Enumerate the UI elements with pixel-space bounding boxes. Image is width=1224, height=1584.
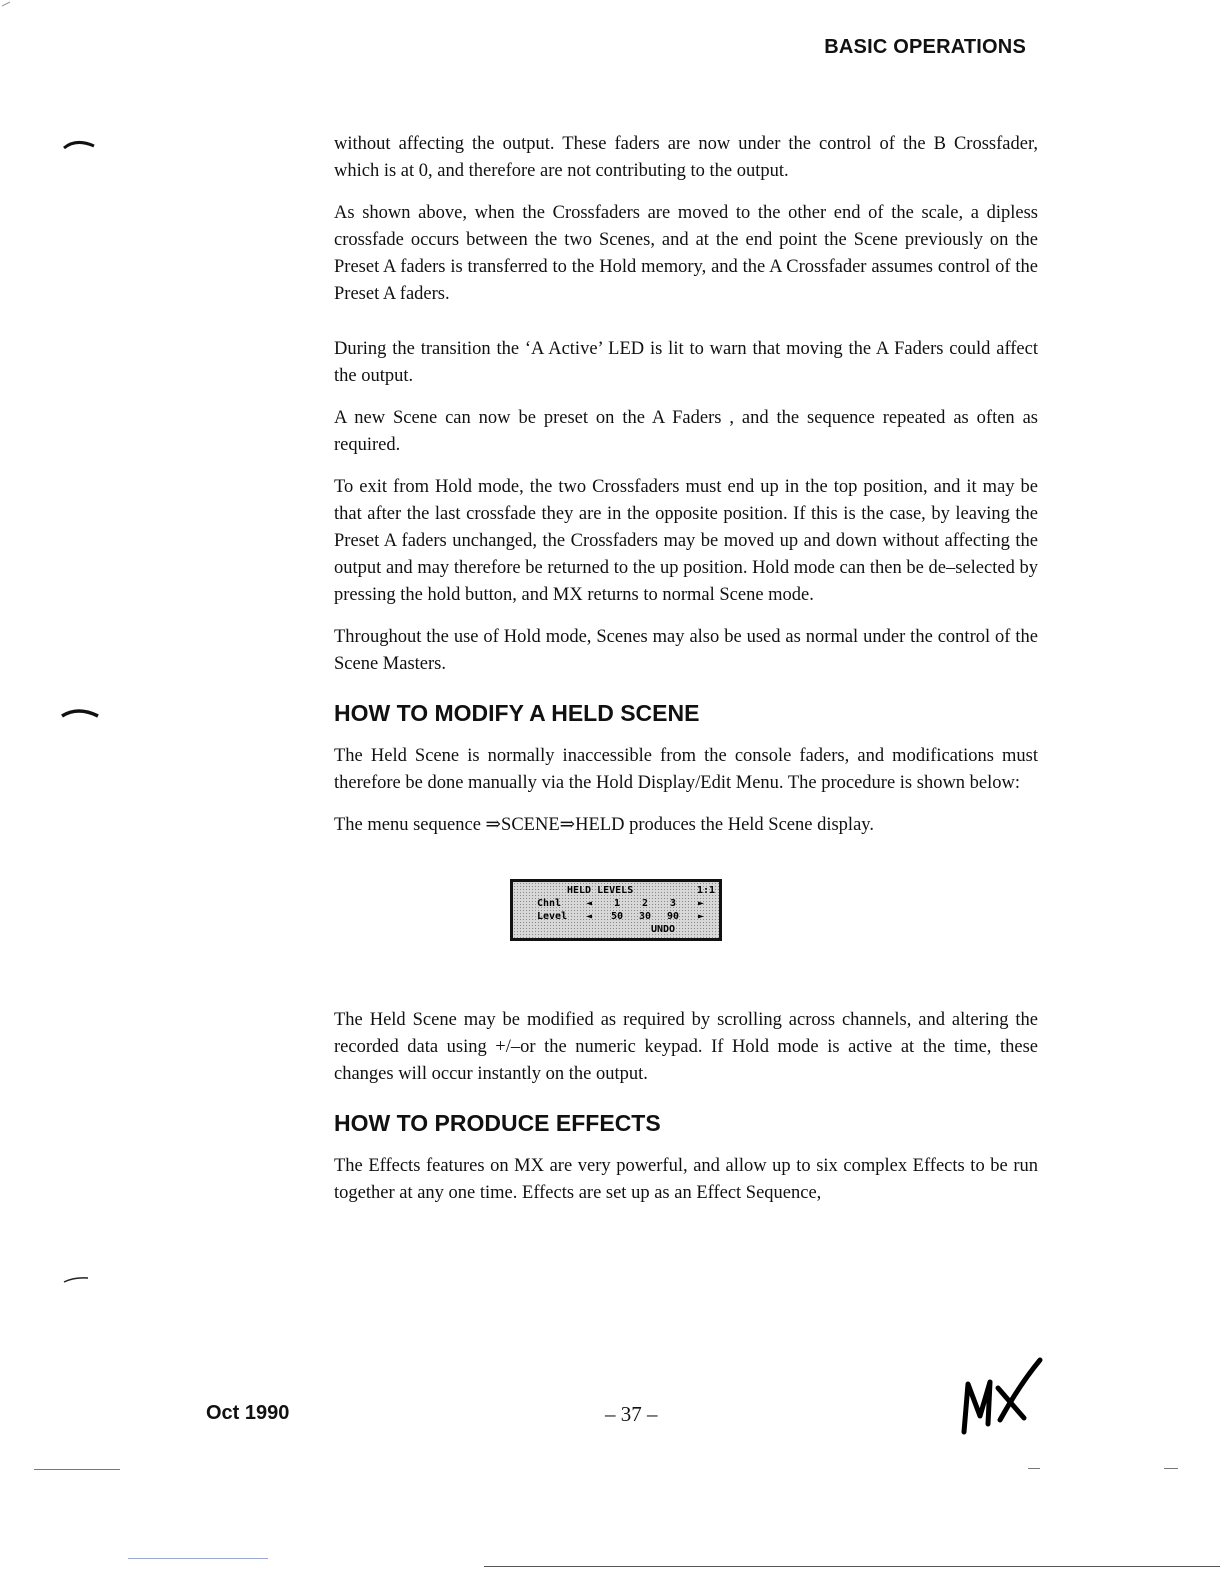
lcd-title-row: [517, 884, 715, 897]
scan-artifact-line: [128, 1558, 268, 1559]
section-heading-effects: HOW TO PRODUCE EFFECTS: [334, 1110, 661, 1136]
lcd-channel-row: [517, 897, 715, 910]
lcd-level-label: Level: [537, 911, 568, 922]
mx-logo: [954, 1354, 1046, 1438]
held-levels-display: [510, 879, 722, 941]
lcd-level: 90: [666, 911, 680, 922]
margin-mark-middle: [60, 706, 100, 720]
margin-mark-bottom: [62, 1274, 96, 1284]
lcd-level: 50: [610, 911, 624, 922]
paragraph: To exit from Hold mode, the two Crossfaders must end up in the top position, and it may be that after the last crossfade they are in the opposite position. If this is the case, by leaving the Preset A faders unchanged, the Crossfaders may be moved up and down without affecting the output and may therefore be returned to the up position. Hold mode can then be de–selected by pressing the hold button, and MX returns to normal Scene mode.: [334, 477, 1038, 605]
scan-artifact-line: [1164, 1468, 1178, 1469]
paragraph: The menu sequence ⇒SCENE⇒HELD produces the Held Scene display.: [334, 815, 874, 835]
lcd-level-row: [517, 910, 715, 923]
paragraph: The Held Scene may be modified as required by scrolling across channels, and altering the recorded data using +/–or the numeric keypad. If Hold mode is active at the time, these changes will occur instantly on the output.: [334, 1010, 1038, 1084]
arrow-left-icon: ◄: [585, 911, 593, 922]
paragraph: without affecting the output. These faders are now under the control of the B Crossfader, which is at 0, and therefore are not contributing to the output.: [334, 134, 1038, 181]
arrow-right-icon: ►: [697, 911, 705, 922]
lcd-title: HELD LEVELS: [567, 885, 634, 896]
paragraph: The Held Scene is normally inaccessible from the console faders, and modifications must therefore be done manually via the Hold Display/Edit Menu. The procedure is shown below:: [334, 746, 1038, 793]
lcd-channel: 2: [641, 898, 649, 909]
lcd-undo-softkey: UNDO: [651, 924, 676, 935]
scan-artifact-line: [34, 1469, 120, 1470]
paragraph: Throughout the use of Hold mode, Scenes may also be used as normal under the control of the Scene Masters.: [334, 627, 1038, 674]
paragraph: During the transition the ‘A Active’ LED is lit to warn that moving the A Faders could affect the output.: [334, 339, 1038, 386]
paragraph: As shown above, when the Crossfaders are moved to the other end of the scale, a dipless crossfade occurs between the two Scenes, and at the end point the Scene previously on the Preset A faders is transferred to the Hold memory, and the A Crossfader assumes control of the Preset A faders.: [334, 203, 1038, 304]
arrow-right-icon: ►: [697, 898, 705, 909]
paragraph: A new Scene can now be preset on the A Faders , and the sequence repeated as often as required.: [334, 408, 1038, 455]
margin-mark-top: [62, 138, 96, 152]
main-content: [334, 131, 1038, 1222]
paragraph: The Effects features on MX are very powerful, and allow up to six complex Effects to be run together at any one time. Effects are set up as an Effect Sequence,: [334, 1156, 1038, 1203]
lcd-level: 30: [638, 911, 652, 922]
arrow-left-icon: ◄: [585, 898, 593, 909]
lcd-channel: 3: [669, 898, 677, 909]
page-header: BASIC OPERATIONS: [824, 36, 1026, 58]
footer-page-number: – 37 –: [605, 1402, 658, 1426]
footer-date: Oct 1990: [206, 1402, 290, 1424]
scan-artifact-line: [484, 1566, 1220, 1567]
lcd-figure: [334, 867, 1038, 967]
corner-mark: [0, 0, 20, 10]
lcd-channel: 1: [613, 898, 621, 909]
lcd-softkey-row: [517, 923, 715, 936]
scan-artifact-line: [1028, 1468, 1040, 1469]
section-heading-modify: HOW TO MODIFY A HELD SCENE: [334, 700, 700, 726]
lcd-page-number: 1:1: [696, 885, 715, 896]
lcd-chnl-label: Chnl: [537, 898, 562, 909]
